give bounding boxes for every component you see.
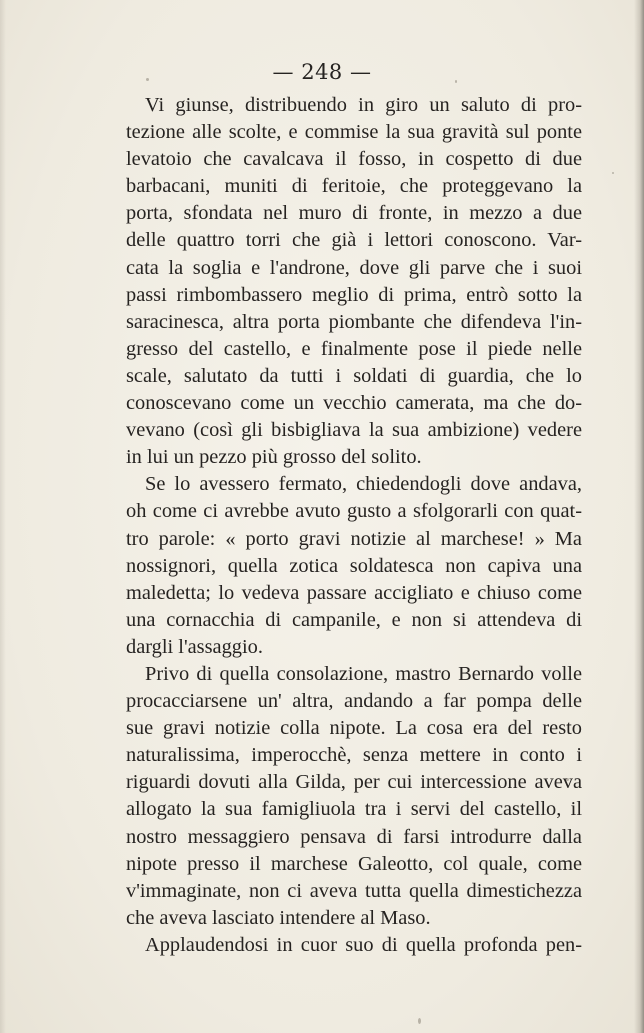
paragraph — [126, 661, 582, 932]
page-edge-shadow-left — [0, 0, 6, 1033]
text-line: Privo di quella consolazione, mastro Bernardo volle — [145, 662, 582, 685]
text-line: barbacani, muniti di feritoie, che proteggevano la — [126, 175, 582, 198]
text-line: cata la soglia e l'androne, dove gli parve che i suoi — [126, 256, 582, 279]
text-line: riguardi dovuti alla Gilda, per cui intercessione aveva — [126, 771, 582, 794]
text-line: levatoio che cavalcava il fosso, in cospetto di due — [126, 148, 582, 171]
text-line: nossignori, quella zotica soldatesca non capiva una — [126, 554, 582, 577]
text-line: Applaudendosi in cuor suo di quella profonda pen- — [145, 933, 582, 956]
text-line: passi rimbombassero meglio di prima, entrò sotto la — [126, 283, 582, 306]
body-text — [126, 92, 582, 959]
text-line: oh come ci avrebbe avuto gusto a sfolgorarli con quat- — [126, 500, 582, 523]
text-line: che aveva lasciato intendere al Maso. — [126, 906, 431, 929]
text-line: dargli l'assaggio. — [126, 635, 263, 658]
text-line: gresso del castello, e finalmente pose il piede nelle — [126, 337, 582, 360]
text-line: Se lo avessero fermato, chiedendogli dove andava, — [145, 473, 582, 496]
text-line: nostro messaggiero pensava di farsi introdurre dalla — [126, 825, 582, 848]
page-number: — 248 — — [272, 60, 372, 84]
text-line: Vi giunse, distribuendo in giro un saluto di pro- — [145, 94, 582, 116]
text-line: scale, salutato da tutti i soldati di guardia, che lo — [126, 364, 582, 387]
speck — [418, 1018, 421, 1024]
text-line: una cornacchia di campanile, e non si attendeva di — [126, 608, 582, 631]
text-line: porta, sfondata nel muro di fronte, in mezzo a due — [126, 202, 582, 225]
text-line: tro parole: « porto gravi notizie al marchese! » Ma — [126, 527, 582, 550]
text-line: tezione alle scolte, e commise la sua gravità sul ponte — [126, 121, 582, 144]
text-line: nipote presso il marchese Galeotto, col quale, come — [126, 852, 582, 875]
text-line: in lui un pezzo più grosso del solito. — [126, 446, 422, 469]
paragraph — [126, 92, 582, 471]
paragraph — [126, 932, 582, 959]
speck — [612, 172, 614, 174]
text-line: sue gravi notizie colla nipote. La cosa era del resto — [126, 717, 582, 740]
text-line: allogato la sua famigliuola tra i servi del castello, il — [126, 798, 582, 821]
text-line: v'immaginate, non ci aveva tutta quella dimestichezza — [126, 879, 582, 902]
text-line: maledetta; lo vedeva passare accigliato e chiuso come — [126, 581, 582, 604]
text-line: conoscevano come un vecchio camerata, ma che do- — [126, 392, 582, 415]
text-line: procacciarsene un' altra, andando a far pompa delle — [126, 690, 582, 713]
text-line: naturalissima, imperocchè, senza mettere in conto i — [126, 744, 582, 767]
paragraph — [126, 471, 582, 661]
page-edge-shadow-right — [634, 0, 644, 1033]
text-line: delle quattro torri che già i lettori conoscono. Var- — [126, 229, 582, 252]
text-line: vevano (così gli bisbigliava la sua ambizione) vedere — [126, 419, 582, 442]
text-line: saracinesca, altra porta piombante che difendeva l'in- — [126, 310, 582, 333]
